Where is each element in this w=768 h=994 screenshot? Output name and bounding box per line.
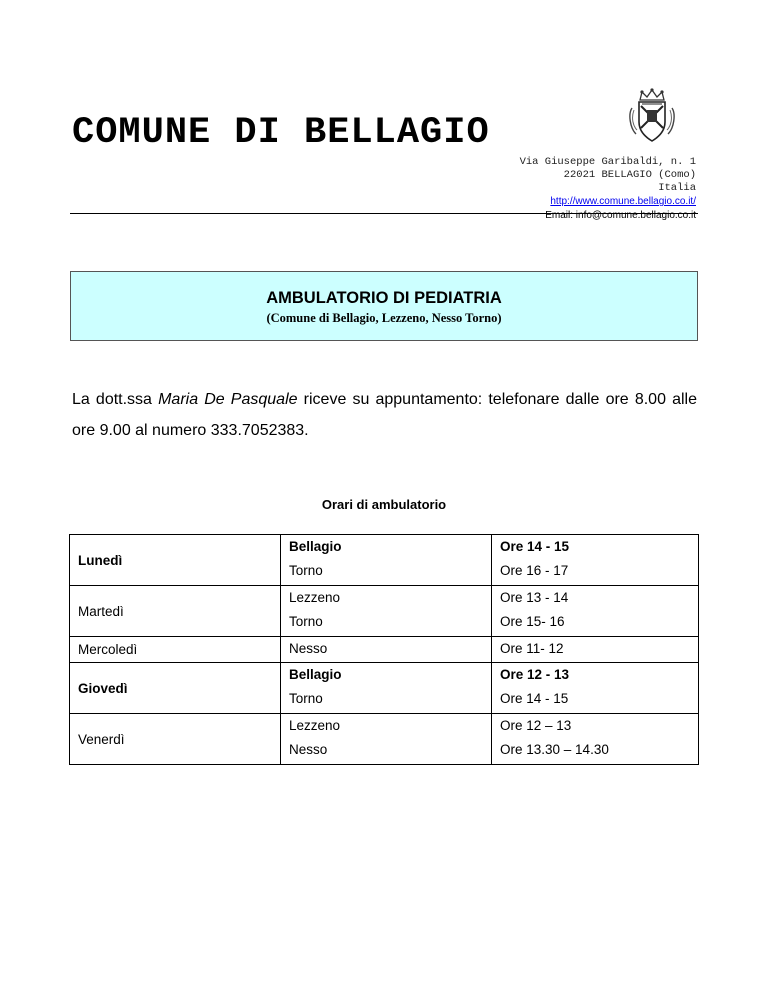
doctor-name: Maria De Pasquale [158,391,298,408]
website-link[interactable]: http://www.comune.bellagio.co.it/ [550,196,696,207]
day-cell: Mercoledì [70,637,281,663]
crest-icon [626,88,678,144]
email-text: Email: info@comune.bellagio.co.it [545,210,696,221]
banner-subtitle: (Comune di Bellagio, Lezzeno, Nesso Torno) [266,311,502,325]
time-text: Ore 12 – 13 [500,718,572,733]
time-text: Ore 15- 16 [500,614,565,629]
place-cell [281,535,492,586]
address-city: 22021 BELLAGIO (Como) [563,169,696,181]
table-row [70,586,699,637]
place-cell [281,637,492,663]
header-divider [70,213,698,214]
time-cell [492,637,699,663]
place-text: Lezzeno [289,590,341,605]
day-cell: Lunedì [70,535,281,586]
time-text: Ore 14 - 15 [500,691,569,706]
page-title: COMUNE DI BELLAGIO [72,112,490,154]
table-row [70,637,699,663]
time-cell [492,535,699,586]
place-cell [281,586,492,637]
address-street: Via Giuseppe Garibaldi, n. 1 [519,156,696,168]
address-country: Italia [658,182,696,194]
place-text: Torno [289,614,323,629]
banner-title: AMBULATORIO DI PEDIATRIA [266,289,502,307]
intro-paragraph [72,384,697,446]
place-cell [281,714,492,765]
place-cell [281,663,492,714]
table-row [70,535,699,586]
place-text: Torno [289,563,323,578]
intro-after: riceve su appuntamento: telefonare dalle ore 8.00 alle ore 9.00 al numero 333.7052383. [72,391,698,439]
schedule-title: Orari di ambulatorio [321,497,447,512]
banner-box [70,271,698,341]
schedule-table [69,534,699,765]
day-cell: Venerdì [70,714,281,765]
time-text: Ore 12 - 13 [500,667,570,682]
time-text: Ore 11- 12 [500,641,564,656]
place-text: Nesso [289,742,328,757]
time-text: Ore 13 - 14 [500,590,569,605]
place-text: Torno [289,691,323,706]
place-text: Nesso [289,641,328,656]
table-row [70,714,699,765]
place-text: Bellagio [289,539,342,554]
time-cell [492,714,699,765]
time-text: Ore 13.30 – 14.30 [500,742,609,757]
day-cell: Martedì [70,586,281,637]
day-cell: Giovedì [70,663,281,714]
time-cell [492,663,699,714]
time-text: Ore 14 - 15 [500,539,570,554]
place-text: Bellagio [289,667,342,682]
time-text: Ore 16 - 17 [500,563,569,578]
time-cell [492,586,699,637]
table-row [70,663,699,714]
place-text: Lezzeno [289,718,341,733]
intro-before: La dott.ssa [72,391,159,408]
